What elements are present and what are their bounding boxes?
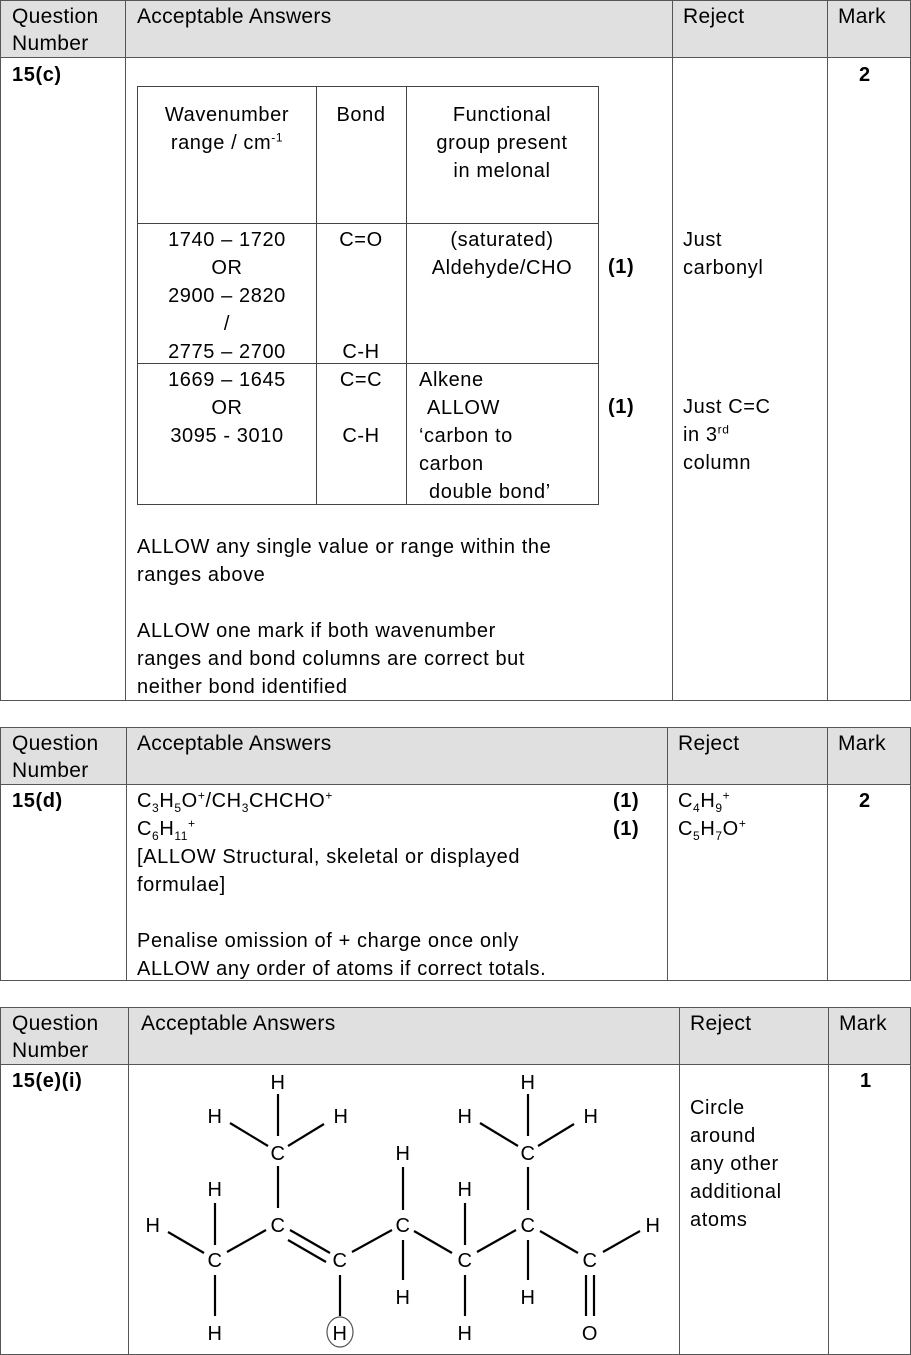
question-number: 15(c) [12,64,62,86]
bond [477,1230,516,1252]
total-mark: 1 [860,1070,872,1092]
ir-header-group-l1: Functional [452,104,552,126]
atom-c: C [207,1250,223,1272]
bond [290,1230,330,1253]
atom-h: H [457,1106,473,1128]
bond [538,1124,574,1146]
atom-c: C [520,1215,536,1237]
penalise-note-l1: Penalise omission of + charge once only [137,930,519,952]
ir-header-wavenumber-l2: range / $cm^{-1}$ [170,130,284,154]
answer-formula-1: $C_3H_5O^+/CH_3CHCHO^+$ [137,788,333,815]
header-question-number-l2: Number [12,32,89,55]
reject-l4: additional [690,1181,782,1203]
header-mark: Mark [838,732,886,755]
ir-row2-wavenumber-alt: 3095 - 3010 [170,425,284,447]
reject-row1-l2: carbonyl [683,257,764,279]
atom-c: C [582,1250,598,1272]
atom-c: C [520,1143,536,1165]
header-question-number-l1: Question [12,732,99,755]
bond [352,1230,392,1252]
bonds [168,1094,640,1316]
atom-h: H [395,1287,411,1309]
atom-c: C [457,1250,473,1272]
total-mark: 2 [859,790,871,812]
bond [288,1240,326,1262]
note-allow-single-l2: ranges above [137,564,266,586]
header-reject: Reject [678,732,740,755]
ir-header-group-l2: group present [436,132,568,154]
reject-l5: atoms [690,1209,748,1231]
reject-row2-l1: Just C=C [683,396,771,418]
bond [603,1231,640,1252]
allow-note-l2: formulae] [137,874,226,896]
header-reject: Reject [683,5,745,28]
reject-row2-l3: column [683,452,752,474]
reject-l1: Circle [690,1097,745,1119]
penalise-note-l2: ALLOW any order of atoms if correct totals. [137,958,547,980]
atom-h: H [207,1179,223,1201]
ir-row1-group-l2: Aldehyde/CHO [431,257,573,279]
ir-row1-wavenumber-alt2: 2775 – 2700 [168,341,286,363]
reject-formula-1: $C_4H_9^+$ [678,788,731,815]
bond [480,1123,518,1146]
atom-h: H [270,1072,286,1094]
ir-row2-wavenumber: 1669 – 1645 [168,369,286,391]
header-acceptable-answers: Acceptable Answers [141,1012,336,1035]
atom-h: H [645,1215,661,1237]
reject-row2-l2: in 3rd [683,422,730,446]
note-allow-one-l3: neither bond identified [137,676,348,698]
atom-h: H [457,1179,473,1201]
ir-row2-group-l2: ALLOW [427,397,501,419]
header-reject: Reject [690,1012,752,1035]
atom-c: C [270,1143,286,1165]
atom-h: H [520,1287,536,1309]
row1-mark: (1) [608,256,635,278]
atom-h: H [520,1072,536,1094]
ir-row2-wavenumber-or: OR [211,397,243,419]
ir-header-wavenumber-l1: Wavenumber [164,104,290,126]
atom-c: C [395,1215,411,1237]
bond [540,1231,578,1253]
ir-row2-group: Alkene [419,369,484,391]
ir-row1-wavenumber-alt: 2900 – 2820 [168,285,286,307]
note-allow-one-l1: ALLOW one mark if both wavenumber [137,620,496,642]
atom-h: H [395,1143,411,1165]
row2-mark: (1) [608,396,635,418]
ir-row1-bond-alt: C-H [342,341,380,363]
bond [227,1230,266,1252]
ir-header-bond: Bond [336,104,386,126]
ir-row1-wavenumber-slash: / [223,313,231,335]
atom-o: O [581,1323,599,1345]
ir-row1-bond: C=O [339,229,383,251]
atom-h-circled: H [332,1323,348,1345]
bond [288,1124,324,1146]
atom-h: H [583,1106,599,1128]
allow-note-l1: [ALLOW Structural, skeletal or displayed [137,846,521,868]
atom-c: C [270,1215,286,1237]
answer-1-mark: (1) [613,790,640,812]
reject-formula-2: $C_5H_7O^+$ [678,816,747,843]
ir-row2-bond: C=C [339,369,383,391]
ir-row2-group-l3: ‘carbon to [419,425,513,447]
bond [230,1123,268,1146]
total-mark: 2 [859,64,871,86]
header-mark: Mark [838,5,886,28]
ir-row2-bond-alt: C-H [342,425,380,447]
reject-l3: any other [690,1153,779,1175]
ir-row2-group-l4: carbon [419,453,484,475]
atom-h: H [457,1323,473,1345]
header-question-number-l1: Question [12,5,99,28]
bond [414,1231,452,1253]
header-acceptable-answers: Acceptable Answers [137,732,332,755]
question-number: 15(d) [12,790,63,812]
header-mark: Mark [839,1012,887,1035]
ir-row1-wavenumber: 1740 – 1720 [168,229,286,251]
ir-row1-group: (saturated) [450,229,554,251]
atom-c: C [332,1250,348,1272]
header-acceptable-answers: Acceptable Answers [137,5,332,28]
atom-h: H [145,1215,161,1237]
reject-l2: around [690,1125,756,1147]
reject-row1-l1: Just [683,229,723,251]
answer-2-mark: (1) [613,818,640,840]
atom-h: H [207,1106,223,1128]
header-question-number-l2: Number [12,759,89,782]
bond [168,1232,204,1253]
ir-row1-wavenumber-or: OR [211,257,243,279]
note-allow-one-l2: ranges and bond columns are correct but [137,648,526,670]
ir-header-group-l3: in melonal [453,160,551,182]
question-number: 15(e)(i) [12,1070,83,1092]
header-question-number-l2: Number [12,1039,89,1062]
atom-h: H [333,1106,349,1128]
header-question-number-l1: Question [12,1012,99,1035]
atom-h: H [207,1323,223,1345]
answer-formula-2: $C_6H_{11}^+$ [137,816,196,843]
note-allow-single-l1: ALLOW any single value or range within the [137,536,552,558]
ir-row2-group-l5: double bond’ [429,481,551,503]
